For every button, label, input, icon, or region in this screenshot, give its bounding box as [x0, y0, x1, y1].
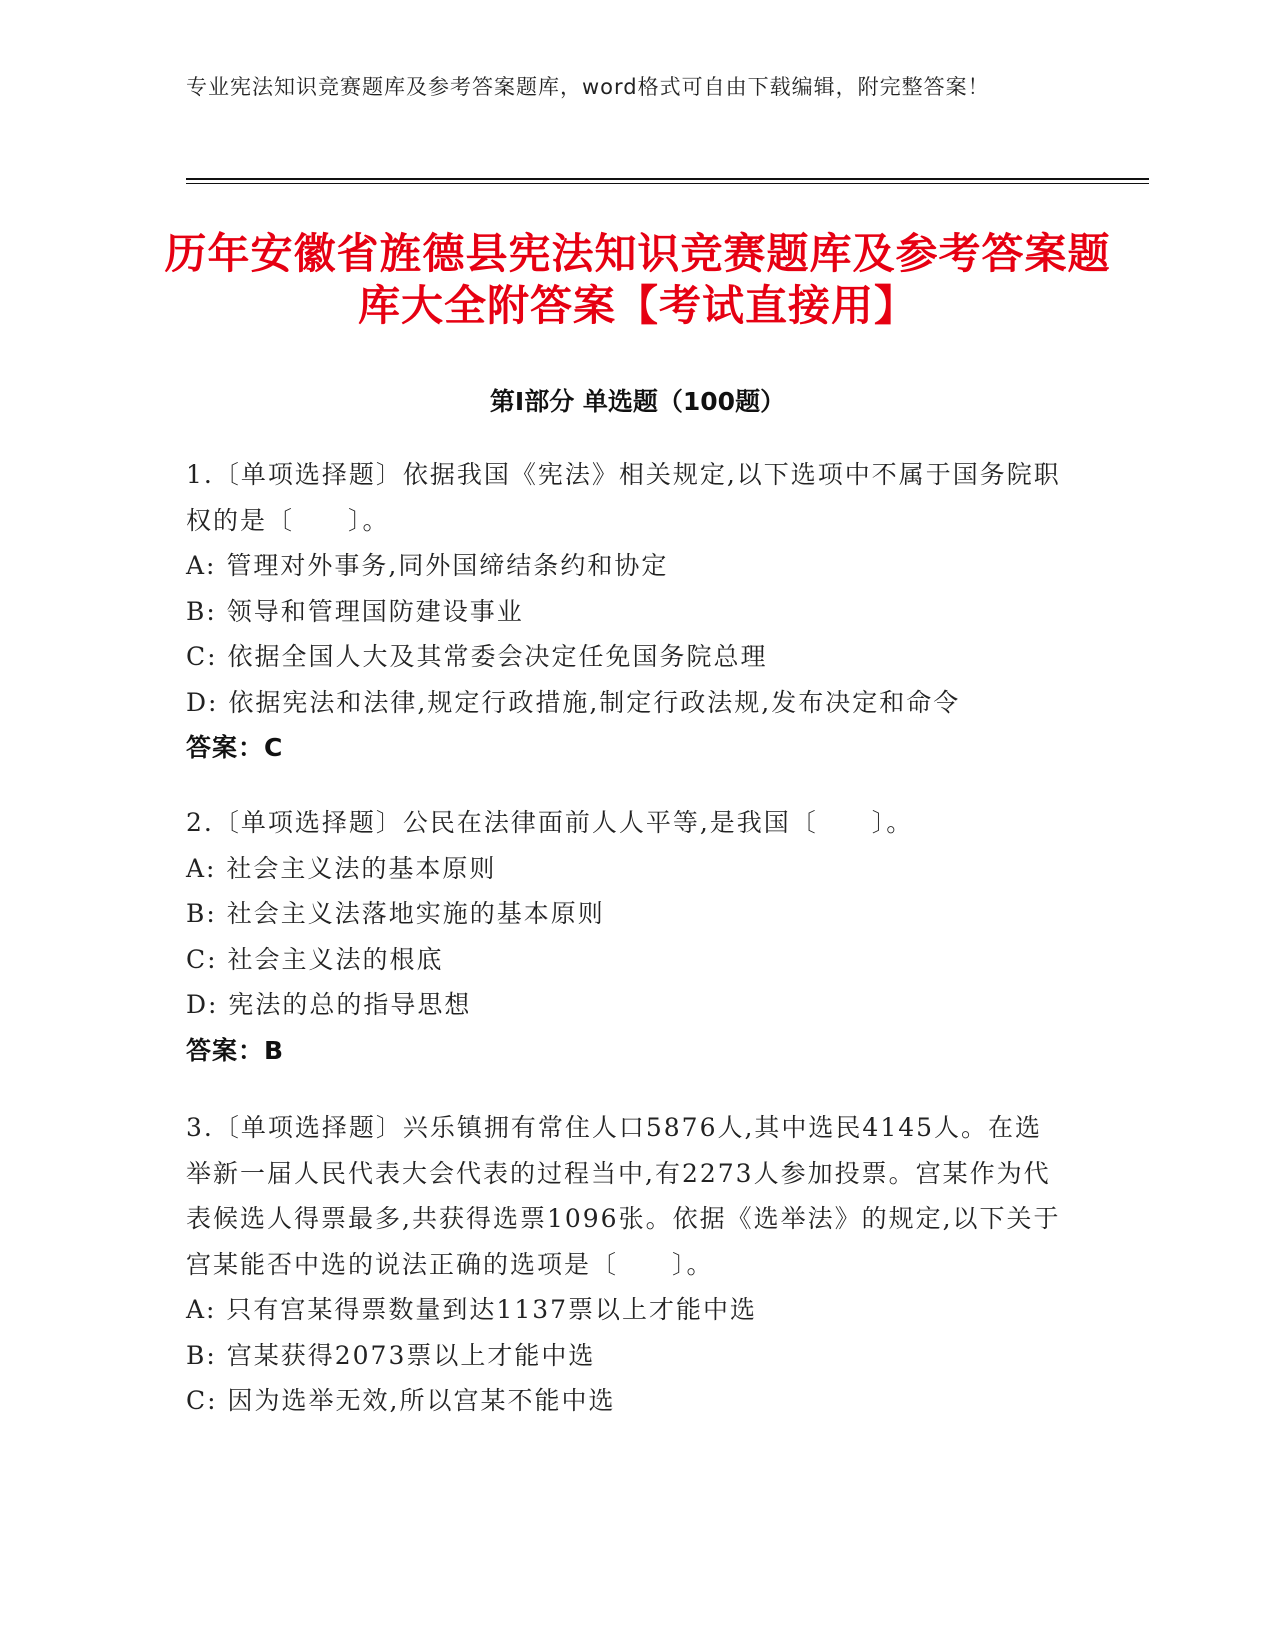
header-rule-thin — [186, 183, 1149, 184]
question-1-option-b: B: 领导和管理国防建设事业 — [186, 596, 524, 626]
question-1-answer: 答案：C — [186, 733, 284, 762]
question-2-text: 2.〔单项选择题〕公民在法律面前人人平等,是我国〔 〕。 — [186, 808, 914, 837]
question-3-text: 3.〔单项选择题〕兴乐镇拥有常住人口5876人,其中选民4145人。在选举新一届人民代表大会代表的过程当中,有2273人参加投票。宫某作为代表候选人得票最多,共获得选票1096张。依据《选举法》的规定,以下关于宫某能否中选的说法正确的选项是〔 〕。 — [186, 1113, 1061, 1279]
question-2-option-b: B: 社会主义法落地实施的基本原则 — [186, 899, 605, 928]
question-1-option-a: A: 管理对外事务,同外国缔结条约和协定 — [186, 551, 669, 580]
header-note: 专业宪法知识竞赛题库及参考答案题库，word格式可自由下载编辑，附完整答案！ — [186, 75, 990, 99]
question-2-option-c: C: 社会主义法的根底 — [186, 944, 444, 974]
section-title: 第I部分 单选题（100题） — [489, 387, 786, 416]
question-1-option-d: D: 依据宪法和法律,规定行政措施,制定行政法规,发布决定和命令 — [186, 687, 961, 717]
header-rule-thick — [186, 178, 1149, 180]
question-2 — [186, 800, 1066, 1073]
question-2-answer: 答案：B — [186, 1035, 285, 1065]
question-2-option-d: D: 宪法的总的指导思想 — [186, 990, 472, 1019]
question-1-text: 1.〔单项选择题〕依据我国《宪法》相关规定,以下选项中不属于国务院职权的是〔 〕。 — [186, 460, 1061, 535]
document-title: 历年安徽省旌德县宪法知识竞赛题库及参考答案题库大全附答案【考试直接用】 — [164, 229, 1111, 330]
question-3-option-b: B: 宫某获得2073票以上才能中选 — [186, 1340, 596, 1370]
question-3 — [186, 1105, 1066, 1424]
question-3-option-a: A: 只有宫某得票数量到达1137票以上才能中选 — [186, 1295, 758, 1324]
question-1-option-c: C: 依据全国人大及其常委会决定任免国务院总理 — [186, 642, 768, 671]
question-2-option-a: A: 社会主义法的基本原则 — [186, 853, 497, 883]
question-1 — [186, 452, 1066, 771]
question-3-option-c: C: 因为选举无效,所以宫某不能中选 — [186, 1386, 616, 1415]
